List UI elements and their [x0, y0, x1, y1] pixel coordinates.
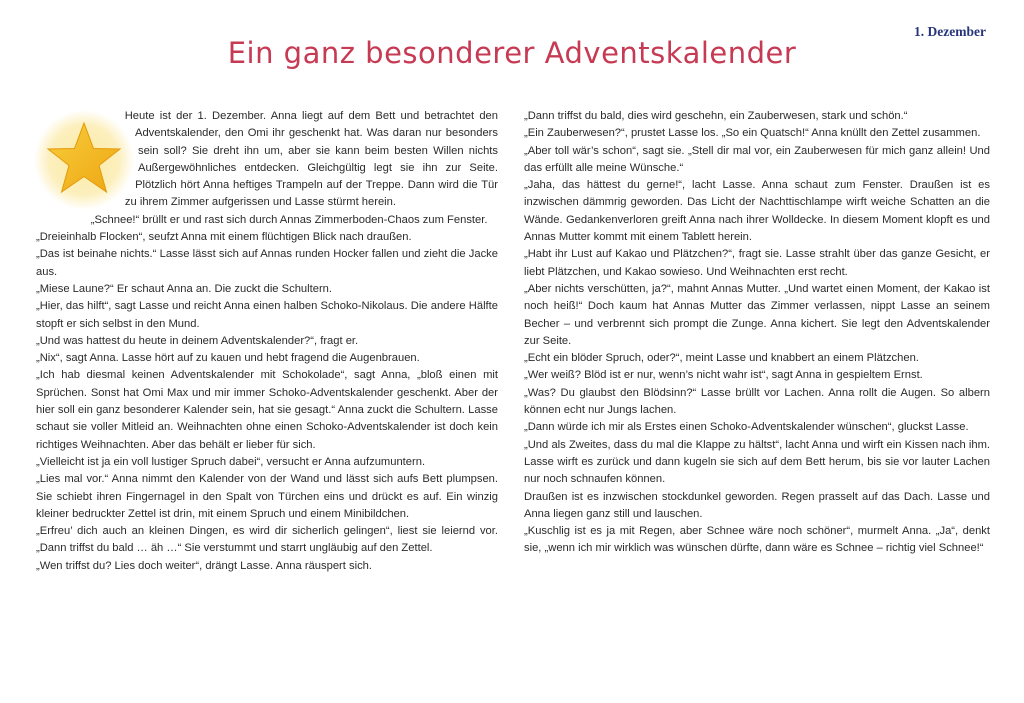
paragraph: „Hier, das hilft“, sagt Lasse und reicht Anna einen halben Schoko-Nikolaus. Die andere Hälfte stopft er sich selbst in den Mund. [36, 300, 498, 330]
paragraph: „Wer weiß? Blöd ist er nur, wenn’s nicht wahr ist“, sagt Anna in gespieltem Ernst. [524, 369, 923, 382]
paragraph: „Vielleicht ist ja ein voll lustiger Spruch dabei“, versucht er Anna aufzumuntern. [36, 455, 426, 468]
paragraph: „Schnee!“ brüllt er und rast sich durch Annas Zimmerboden-Chaos zum Fenster. [90, 213, 488, 226]
paragraph: „Was? Du glaubst den Blödsinn?“ Lasse brüllt vor Lachen. Anna rollt die Augen. So albern können echt nur Jungs lachen. [524, 386, 990, 417]
paragraph: „Dann würde ich mir als Erstes einen Schoko-Adventskalender wünschen“, gluckst Lasse. [524, 421, 969, 434]
paragraph: Draußen ist es inzwischen stockdunkel geworden. Regen prasselt auf das Dach. Lasse und Anna liegen ganz still und lauschen. [524, 490, 990, 520]
story-title: Ein ganz besonderer Adventskalender [227, 36, 797, 70]
paragraph: „Echt ein blöder Spruch, oder?“, meint Lasse und knabbert an einem Plätzchen. [524, 352, 919, 365]
paragraph: „Wen triffst du? Lies doch weiter“, drängt Lasse. Anna räuspert sich. [36, 559, 373, 572]
paragraph: Heute ist der 1. Dezember. Anna liegt auf dem Bett und betrachtet den Adventskalender, den Omi ihr geschenkt hat. Was daran nur besonders sein soll? Sie dreht ihn um, aber sie kann beim besten Willen nichts Außergewöhnliches entdecken. Gleichgültig legt sie ihn zur Seite. Plötzlich hört Anna heftiges Trampeln auf der Treppe. Dann wird die Tür zu ihrem Zimmer aufgerissen und Lasse stürmt herein. [124, 110, 498, 209]
paragraph: „Miese Laune?“ Er schaut Anna an. Die zuckt die Schultern. [36, 282, 333, 295]
paragraph: „Jaha, das hättest du gerne!“, lacht Lasse. Anna schaut zum Fenster. Draußen ist es inzwischen dämmrig geworden. Das Licht der Nachttischlampe wirft weiche Schatten an die Wände. Gedankenverloren greift Anna nach ihrer Wolldecke. In diesem Moment klopft es und Annas Mutter kommt mit einem Tablett herein. [524, 179, 990, 244]
date-label: 1. Dezember [914, 24, 986, 39]
paragraph: „Ich hab diesmal keinen Adventskalender mit Schokolade“, sagt Anna, „bloß einen mit Sprüchen. Sonst hat Omi Max und mir immer Schoko-Adventskalender geschenkt. Aber der hier soll ein ganz besonderer Kalender sein, hat sie gesagt.“ Anna zuckt die Schultern. Lasse schaut sie voller Mitleid an. Weihnachten ohne einen Schoko-Adventskalender ist doch kein richtiges Weihnachten. Aber das behält er lieber für sich. [36, 369, 498, 451]
paragraph: „Aber nichts verschütten, ja?“, mahnt Annas Mutter. „Und wartet einen Moment, der Kakao ist noch heiß!“ Doch kaum hat Annas Mutter das Zimmer verlassen, nippt Lasse an seinem Becher – und verbrennt sich prompt die Zunge. Anna kichert. Sie legt den Adventskalender zur Seite. [524, 282, 990, 347]
paragraph: „Und was hattest du heute in deinem Adventskalender?“, fragt er. [36, 334, 359, 347]
right-column [524, 108, 990, 558]
paragraph: „Das ist beinahe nichts.“ Lasse lässt sich auf Annas runden Hocker fallen und zieht die Jacke aus. [36, 248, 498, 278]
paragraph: „Lies mal vor.“ Anna nimmt den Kalender von der Wand und lässt sich aufs Bett plumpsen. Sie schiebt ihren Fingernagel in den Spalt von Türchen eins und drückt es auf. Ein winzig kleiner bedruckter Zettel ist drin, mit einem Spruch und einem Minibildchen. [36, 473, 498, 520]
paragraph: „Kuschlig ist es ja mit Regen, aber Schnee wäre noch schöner“, murmelt Anna. „Ja“, denkt sie, „wenn ich mir wirklich was wünschen dürfte, dann wäre es Schnee – richtig viel Schnee!“ [524, 525, 990, 555]
paragraph: „Aber toll wär’s schon“, sagt sie. „Stell dir mal vor, ein Zauberwesen für mich ganz allein! Und das erfüllt alle meine Wünsche.“ [524, 144, 990, 174]
paragraph: „Nix“, sagt Anna. Lasse hört auf zu kauen und hebt fragend die Augenbrauen. [36, 352, 420, 365]
left-column [36, 108, 498, 575]
paragraph: „Dann triffst du bald, dies wird geschehn, ein Zauberwesen, stark und schön.“ [524, 110, 908, 122]
paragraph: „Und als Zweites, dass du mal die Klappe zu hältst“, lacht Anna und wirft ein Kissen nach ihm. Lasse wirft es zurück und dann kugeln sie sich auf dem Bett herum, bis sie vor lauter Lachen nur noch schnaufen können. [524, 438, 990, 486]
paragraph: „Dreieinhalb Flocken“, seufzt Anna mit einem flüchtigen Blick nach draußen. [36, 231, 412, 244]
paragraph: „Erfreu’ dich auch an kleinen Dingen, es wird dir sicherlich gelingen“, liest sie leiernd vor. „Dann triffst du bald … äh …“ Sie verstummt und starrt ungläubig auf den Zettel. [36, 525, 498, 555]
paragraph: „Habt ihr Lust auf Kakao und Plätzchen?“, fragt sie. Lasse strahlt über das ganze Gesicht, er liebt Plätzchen, und Kakao sowieso. Und Weihnachten erst recht. [524, 248, 990, 278]
paragraph: „Ein Zauberwesen?“, prustet Lasse los. „So ein Quatsch!“ Anna knüllt den Zettel zusammen. [524, 127, 981, 140]
